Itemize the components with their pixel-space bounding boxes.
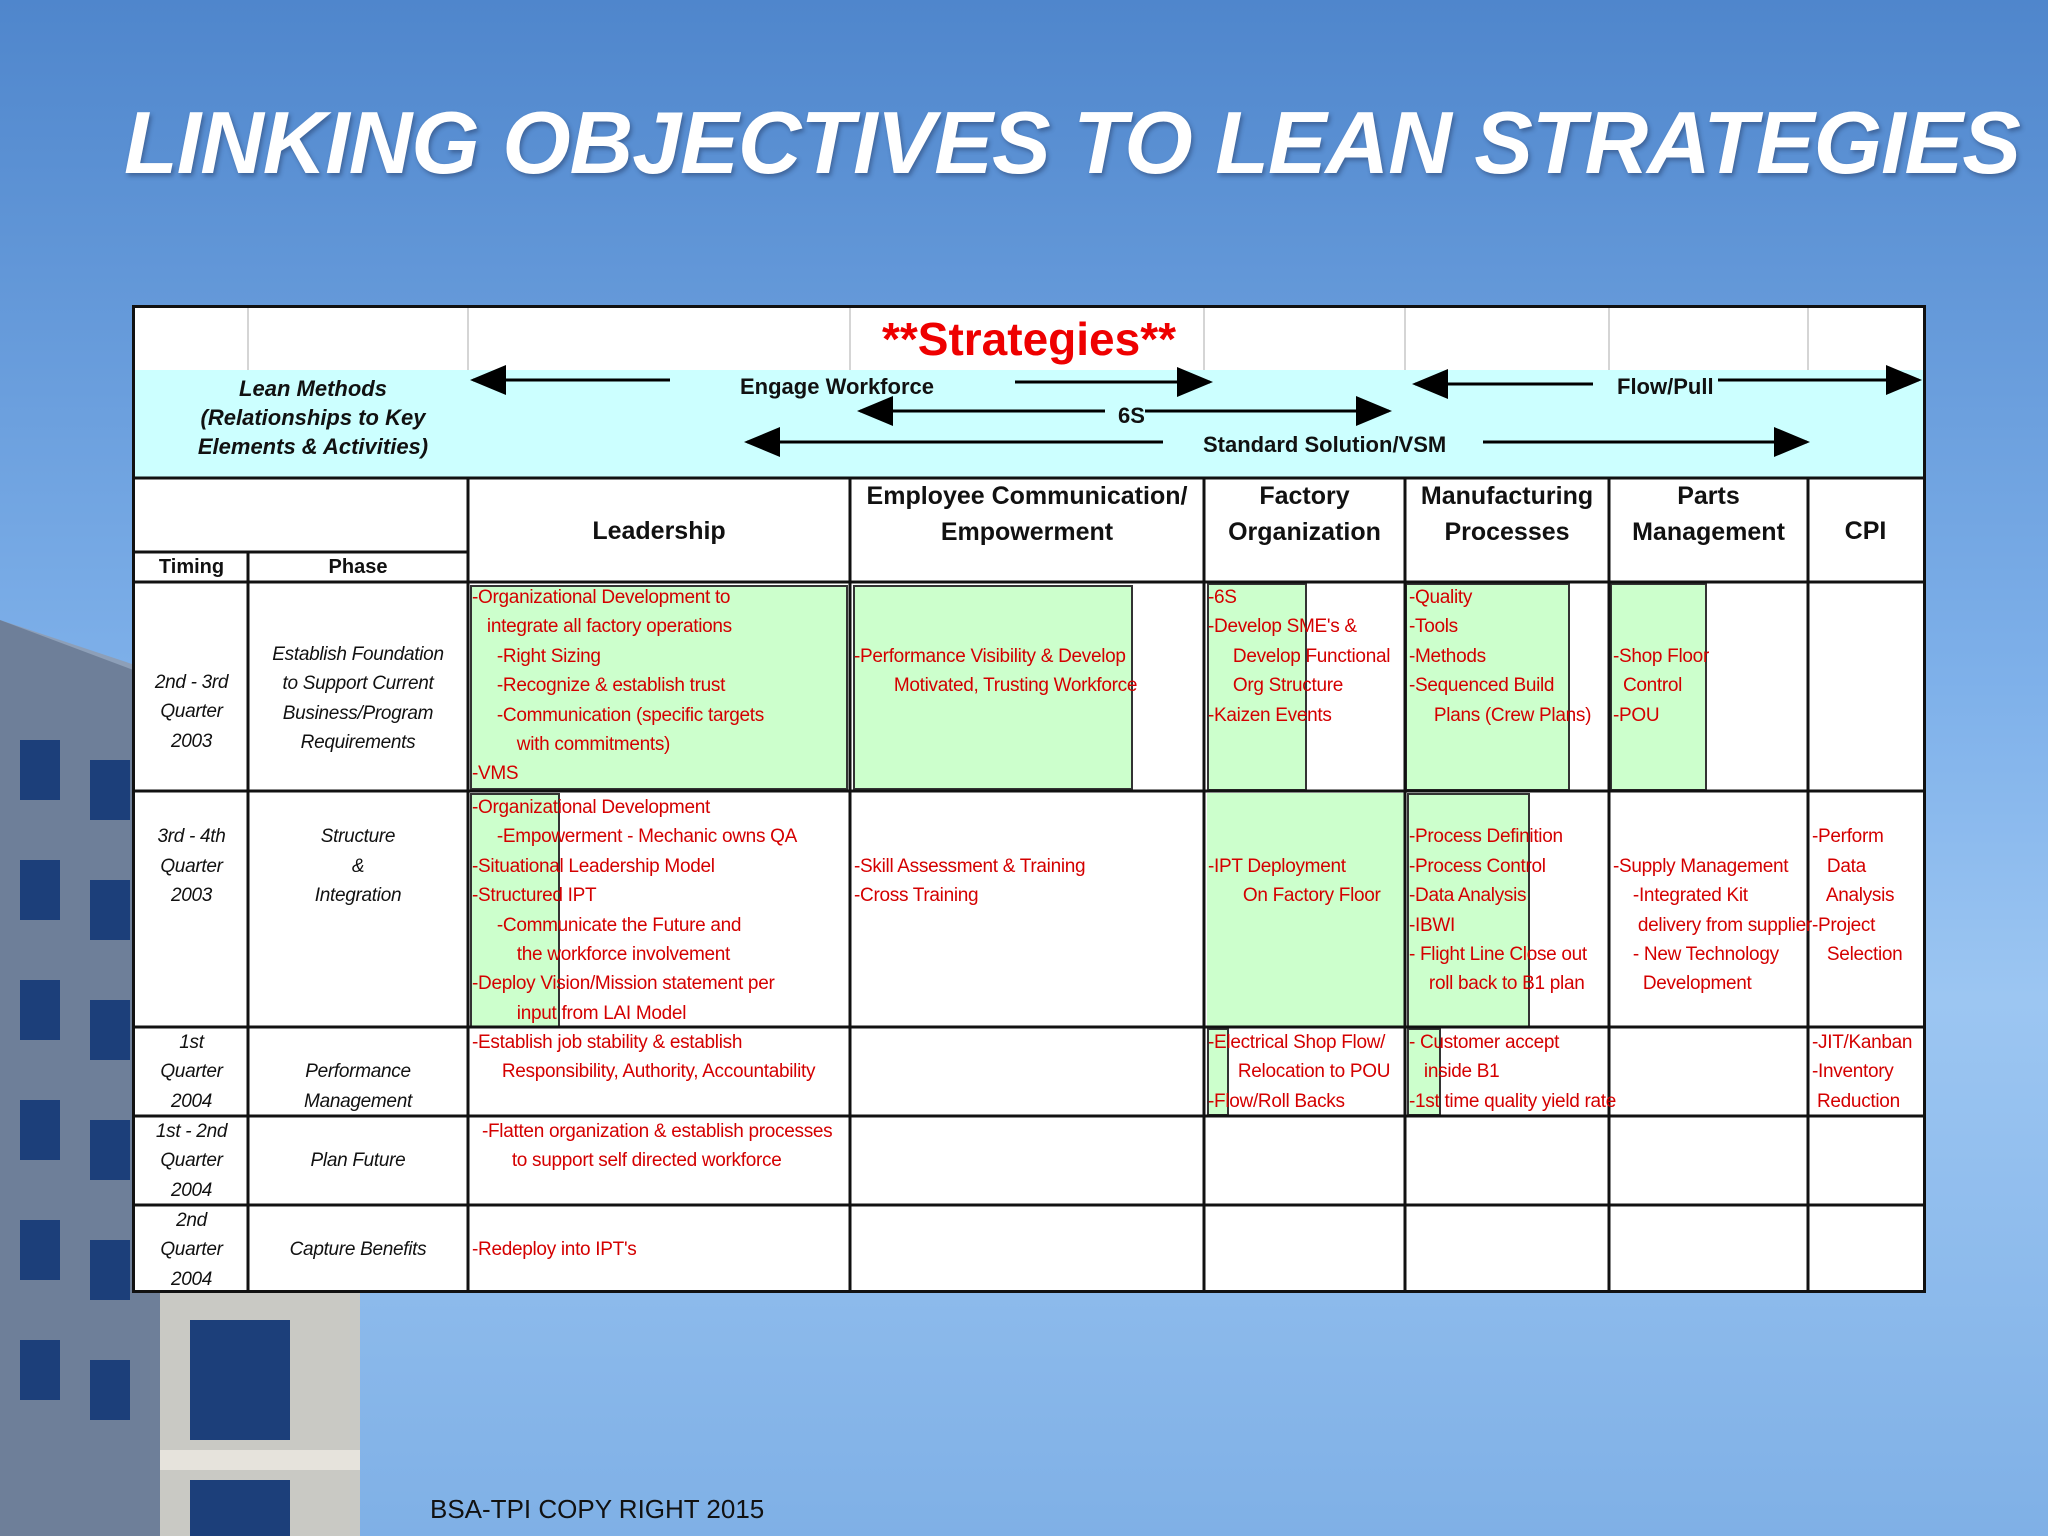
header-timing: Timing (158, 556, 225, 578)
row3-leadership: -Establish job stability & establish Responsibility, Authority, Accountability (472, 1032, 816, 1083)
row2-factory: -IPT Deployment On Factory Floor (1208, 855, 1381, 907)
header-parts-line-2: Management (1632, 518, 1785, 546)
row3-phase: Performance Management (304, 1061, 412, 1112)
strategy-table (132, 305, 1926, 1293)
row2-leadership: -Organizational Development -Empowerment - Mechanic owns QA -Situational Leadership Model -Structured IPT -Communicate the Future and the workforce involvement -Deploy Vision/Mission statement per input from LAI Model (472, 797, 797, 1024)
row4-leadership: -Flatten organization & establish processes to support self directed workforce (481, 1121, 833, 1172)
six-s-label: 6S (1118, 403, 1145, 428)
header-employee (850, 478, 1204, 550)
row2-manufacturing: -Process Definition -Process Control -Data Analysis -IBWI - Flight Line Close out roll back to B1 plan (1409, 826, 1587, 995)
header-manufacturing (1405, 478, 1609, 550)
row3-manufacturing: - Customer accept inside B1 -1st time quality yield rate (1409, 1032, 1617, 1112)
standard-solution-label: Standard Solution/VSM (1203, 432, 1447, 457)
header-phase: Phase (328, 556, 388, 578)
row1-parts: -Shop Floor Control -POU (1613, 645, 1709, 726)
header-parts-line-1: Parts (1677, 482, 1740, 510)
header-factory-line-2: Organization (1228, 518, 1381, 546)
row2-cpi: -Perform Data Analysis -Project Selection (1812, 826, 1903, 966)
flow-pull-label: Flow/Pull (1617, 374, 1714, 399)
header-cpi: CPI (1844, 517, 1887, 545)
row4-timing: 1st - 2nd Quarter 2004 (155, 1121, 228, 1201)
lean-methods-line-3: Elements & Activities) (197, 434, 429, 459)
header-factory-line-1: Factory (1259, 482, 1350, 510)
copyright-footer: BSA-TPI COPY RIGHT 2015 (430, 1494, 765, 1524)
row2-parts: -Supply Management -Integrated Kit delivery from supplier - New Technology Development (1613, 855, 1812, 995)
row5-phase: Capture Benefits (289, 1239, 427, 1261)
strategies-banner: **Strategies** (881, 313, 1177, 365)
row1-manufacturing: -Quality -Tools -Methods -Sequenced Build Plans (Crew Plans) (1409, 587, 1592, 726)
lean-methods-line-1: Lean Methods (239, 376, 387, 401)
header-manufacturing-line-1: Manufacturing (1420, 482, 1594, 510)
row4-phase: Plan Future (310, 1150, 406, 1172)
lean-methods-line-2: (Relationships to Key (200, 405, 426, 430)
row2-employee: -Skill Assessment & Training -Cross Training (854, 855, 1086, 907)
row2-phase: Structure & Integration (314, 826, 402, 907)
slide-title: LINKING OBJECTIVES TO LEAN STRATEGIES (124, 93, 2020, 192)
row2-timing: 3rd - 4th Quarter 2003 (157, 826, 226, 907)
row5-leadership: -Redeploy into IPT's (472, 1239, 637, 1261)
header-employee-line-1: Employee Communication/ (866, 482, 1188, 510)
row3-cpi: -JIT/Kanban -Inventory Reduction (1812, 1032, 1913, 1112)
row1-timing: 2nd - 3rd Quarter 2003 (154, 672, 229, 752)
row1-employee: -Performance Visibility & Develop Motivated, Trusting Workforce (854, 645, 1138, 697)
engage-workforce-label: Engage Workforce (740, 374, 934, 399)
row3-factory: -Electrical Shop Flow/ Relocation to POU -Flow/Roll Backs (1208, 1032, 1391, 1112)
header-factory (1204, 478, 1405, 550)
header-employee-line-2: Empowerment (940, 518, 1114, 546)
row5-timing: 2nd Quarter 2004 (160, 1210, 223, 1290)
row1-factory: -6S -Develop SME's & Develop Functional Org Structure -Kaizen Events (1208, 587, 1391, 726)
row1-leadership: -Organizational Development to integrate all factory operations -Right Sizing -Recognize & establish trust -Communication (specific targets with commitments) -VMS (472, 587, 764, 785)
header-leadership: Leadership (592, 517, 726, 545)
row1-phase: Establish Foundation to Support Current Business/Program Requirements (272, 644, 444, 754)
header-manufacturing-line-2: Processes (1444, 518, 1570, 546)
row3-timing: 1st Quarter 2004 (160, 1032, 223, 1112)
header-parts (1609, 478, 1808, 550)
